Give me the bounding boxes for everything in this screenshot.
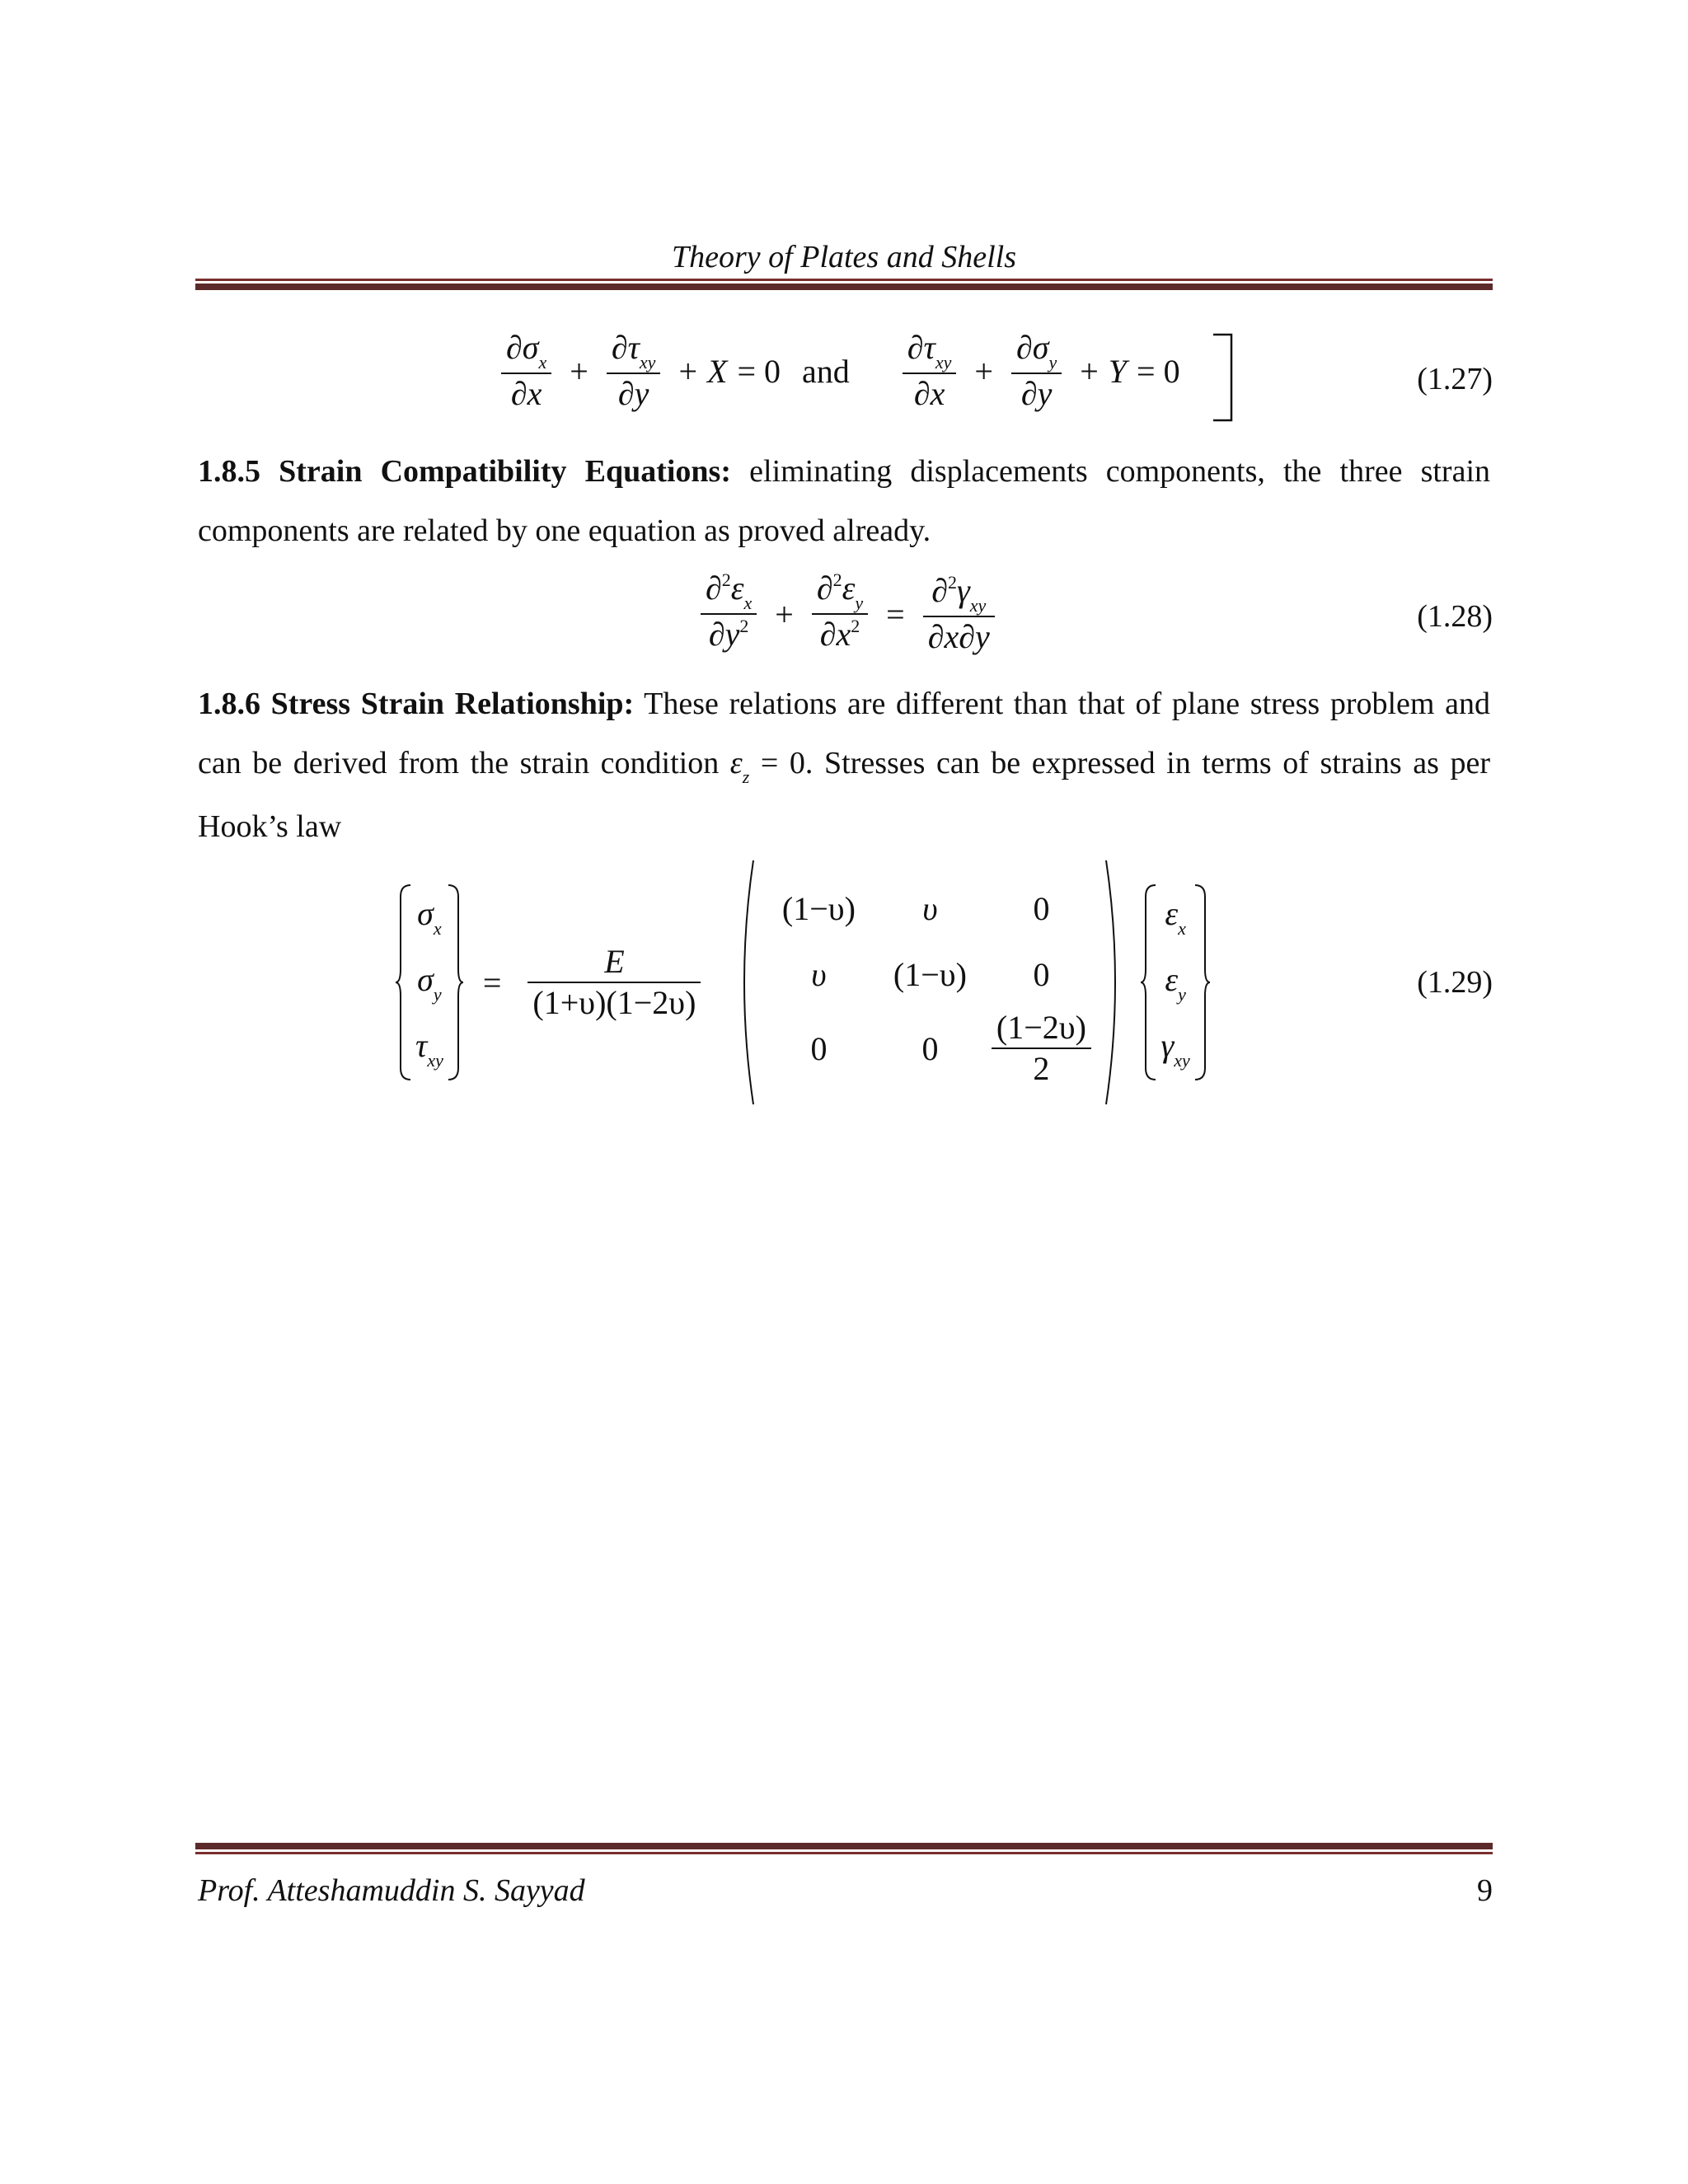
section-1-8-5-heading: 1.8.5 Strain Compatibility Equations: [198, 454, 732, 489]
section-1-8-6-paragraph [198, 674, 1490, 856]
fraction-d2gammaxy-dxdy: $\frac{\partial^2\gamma_{xy}}{\partial x\partial y}$ [923, 571, 995, 657]
left-brace-icon [1139, 883, 1157, 1081]
matrix-cell-3-2: 0 [921, 1029, 939, 1067]
fraction-dsigmax-dx: $\frac{\partial\sigma_x}{\partial x}$ [501, 328, 551, 414]
fraction-d2epsy-dx2: $\frac{\partial^2\varepsilon_y}{\partial x^2}$ [812, 569, 868, 659]
stiffness-matrix [732, 875, 1128, 1090]
right-paren-icon [1104, 859, 1128, 1106]
fraction-d2epsx-dy2: $\frac{\partial^2\varepsilon_x}{\partial y^2}$ [701, 569, 757, 659]
footer-rule [195, 1843, 1493, 1854]
left-brace-icon [394, 883, 412, 1081]
strain-epsilon-x: $\varepsilon_x$ [1165, 895, 1186, 939]
section-1-8-6-text-before: These relations are different than that of plane stress problem and can be derived from the strain condition [198, 687, 1490, 780]
matrix-cell-2-2: (1−υ) [893, 955, 967, 993]
stress-sigma-y: $\sigma_y$ [417, 961, 442, 1005]
right-brace-icon [447, 883, 465, 1081]
matrix-cell-1-3: 0 [1033, 889, 1050, 927]
matrix-cell-3-3: $\frac{(1-2\upsilon)}{2}$ [992, 1008, 1091, 1089]
section-1-8-6-text-after: . Stresses can be expressed in terms of strains as per Hook’s law [198, 746, 1491, 844]
left-paren-icon [732, 859, 755, 1106]
equation-number-1-28: (1.28) [1417, 599, 1493, 634]
elastic-coefficient: $\frac{E}{(1+\upsilon)(1-2\upsilon)}$ [528, 942, 701, 1023]
header-rule [195, 279, 1493, 290]
equation-1-29 [394, 867, 1212, 1098]
strain-vector [1139, 883, 1211, 1081]
strain-gamma-xy: $\gamma_{xy}$ [1160, 1027, 1190, 1071]
fraction-dtauxy-dx: $\frac{\partial\tau_{xy}}{\partial x}$ [903, 328, 957, 414]
strain-condition-sub-z: z [742, 766, 750, 787]
fraction-dsigmay-dy: $\frac{\partial\sigma_y}{\partial y}$ [1011, 328, 1062, 414]
section-1-8-6-heading: 1.8.6 Stress Strain Relationship: [198, 687, 635, 721]
stress-vector [394, 883, 465, 1081]
matrix-cell-3-1: 0 [810, 1029, 828, 1067]
page-number: 9 [1477, 1873, 1493, 1908]
equals-sign: = [482, 963, 502, 1001]
equation-number-1-29: (1.29) [1417, 965, 1493, 1000]
equation-number-1-27: (1.27) [1417, 362, 1493, 396]
stress-tau-xy: $\tau_{xy}$ [415, 1027, 443, 1071]
strain-condition-epsilon: ε [729, 746, 743, 780]
matrix-cell-2-1: υ [811, 955, 827, 993]
section-1-8-5-paragraph [198, 442, 1490, 560]
matrix-cell-2-3: 0 [1033, 955, 1050, 993]
right-bracket-icon [1212, 333, 1236, 422]
running-header-title: Theory of Plates and Shells [672, 240, 1016, 274]
equation-1-27: $\frac{\partial\sigma_x}{\partial x}$ + $\frac{\partial\tau_{xy}}{\partial y}$ + X = 0 and $\frac{\partial\tau_{xy}}{\partial x}$ + $\frac{\partial\sigma_y}{\partial y}$ + Y = 0 [493, 328, 1190, 414]
equation-1-28: $\frac{\partial^2\varepsilon_x}{\partial y^2}$ + $\frac{\partial^2\varepsilon_y}{\partial x^2}$ = $\frac{\partial^2\gamma_{xy}}{\partial x\partial y}$ [692, 569, 1003, 659]
matrix-cell-1-1: (1−υ) [781, 889, 856, 927]
strain-epsilon-y: $\varepsilon_y$ [1165, 961, 1186, 1005]
stress-sigma-x: $\sigma_x$ [417, 895, 442, 939]
matrix-cell-1-2: υ [922, 889, 938, 927]
right-brace-icon [1193, 883, 1212, 1081]
footer-author: Prof. Atteshamuddin S. Sayyad [198, 1873, 585, 1908]
section-1-8-5-text: eliminating displacements components, the three strain components are related by one equation as proved already. [198, 454, 1491, 548]
strain-condition-value: = 0 [760, 746, 805, 780]
fraction-dtauxy-dy: $\frac{\partial\tau_{xy}}{\partial y}$ [607, 328, 661, 414]
